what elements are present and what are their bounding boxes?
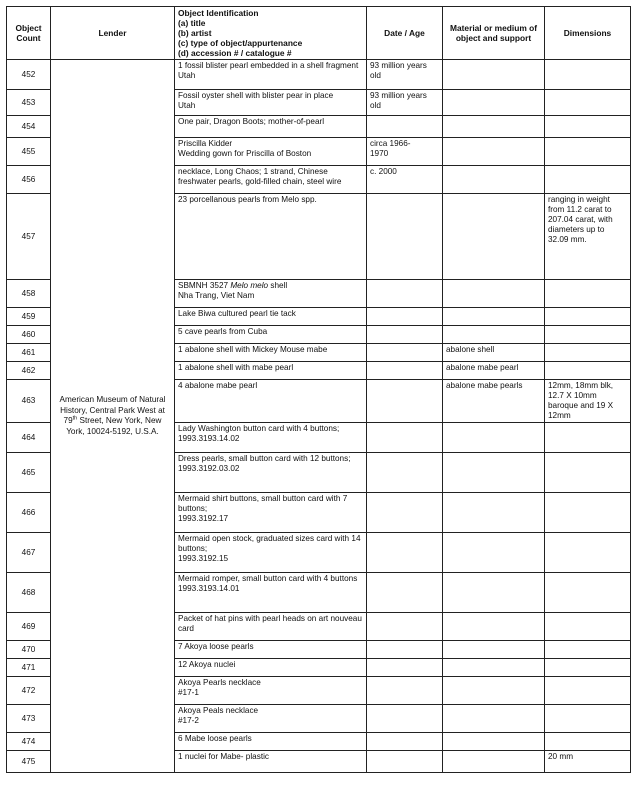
material-cell bbox=[443, 326, 545, 344]
dimensions-cell bbox=[545, 613, 631, 641]
dimensions-cell bbox=[545, 493, 631, 533]
object-count-cell: 471 bbox=[7, 659, 51, 677]
object-identification-cell: Lady Washington button card with 4 buttons; 1993.3193.14.02 bbox=[175, 423, 367, 453]
object-identification-cell: 7 Akoya loose pearls bbox=[175, 641, 367, 659]
header-material: Material or medium of object and support bbox=[443, 7, 545, 60]
object-count-cell: 466 bbox=[7, 493, 51, 533]
material-cell bbox=[443, 90, 545, 116]
header-objid-a: (a) title bbox=[178, 18, 206, 28]
dimensions-cell bbox=[545, 60, 631, 90]
header-objid-d: (d) accession # / catalogue # bbox=[178, 48, 292, 58]
dimensions-cell bbox=[545, 116, 631, 138]
material-cell bbox=[443, 613, 545, 641]
object-identification-cell: 12 Akoya nuclei bbox=[175, 659, 367, 677]
material-cell bbox=[443, 60, 545, 90]
date-age-cell bbox=[367, 613, 443, 641]
dimensions-cell bbox=[545, 659, 631, 677]
header-object-count: Object Count bbox=[7, 7, 51, 60]
date-age-cell bbox=[367, 751, 443, 773]
object-count-cell: 459 bbox=[7, 308, 51, 326]
table-row bbox=[7, 60, 631, 90]
header-objid-title: Object Identification bbox=[178, 8, 259, 18]
dimensions-cell: 12mm, 18mm blk, 12.7 X 10mm baroque and 19 X 12mm bbox=[545, 380, 631, 423]
object-count-cell: 475 bbox=[7, 751, 51, 773]
dimensions-cell bbox=[545, 362, 631, 380]
object-count-cell: 461 bbox=[7, 344, 51, 362]
object-count-cell: 473 bbox=[7, 705, 51, 733]
material-cell bbox=[443, 751, 545, 773]
date-age-cell bbox=[367, 423, 443, 453]
object-origin: Nha Trang, Viet Nam bbox=[178, 291, 255, 300]
object-count-cell: 470 bbox=[7, 641, 51, 659]
object-identification-cell: Mermaid open stock, graduated sizes card with 14 buttons; 1993.3192.15 bbox=[175, 533, 367, 573]
material-cell bbox=[443, 493, 545, 533]
header-object-identification bbox=[175, 7, 367, 60]
dimensions-cell bbox=[545, 344, 631, 362]
dimensions-cell bbox=[545, 166, 631, 194]
object-identification-cell: Fossil oyster shell with blister pear in place Utah bbox=[175, 90, 367, 116]
dimensions-cell bbox=[545, 641, 631, 659]
object-count-cell: 468 bbox=[7, 573, 51, 613]
header-dimensions: Dimensions bbox=[545, 7, 631, 60]
table-body bbox=[7, 60, 631, 773]
date-age-cell: 93 million years old bbox=[367, 90, 443, 116]
date-age-cell bbox=[367, 116, 443, 138]
object-identification-cell: Packet of hat pins with pearl heads on art nouveau card bbox=[175, 613, 367, 641]
object-identification-cell: Mermaid romper, small button card with 4 buttons 1993.3193.14.01 bbox=[175, 573, 367, 613]
loan-objects-table bbox=[6, 6, 631, 773]
material-cell bbox=[443, 705, 545, 733]
dimensions-cell bbox=[545, 308, 631, 326]
object-count-cell: 457 bbox=[7, 194, 51, 280]
dimensions-cell bbox=[545, 573, 631, 613]
object-count-cell: 469 bbox=[7, 613, 51, 641]
date-age-cell bbox=[367, 705, 443, 733]
material-cell bbox=[443, 677, 545, 705]
material-cell bbox=[443, 280, 545, 308]
catalogue-number: SBMNH 3527 bbox=[178, 281, 231, 290]
date-age-cell bbox=[367, 362, 443, 380]
header-lender: Lender bbox=[51, 7, 175, 60]
dimensions-cell bbox=[545, 453, 631, 493]
object-count-cell: 464 bbox=[7, 423, 51, 453]
date-age-cell bbox=[367, 573, 443, 613]
date-age-cell: c. 2000 bbox=[367, 166, 443, 194]
header-row bbox=[7, 7, 631, 60]
object-identification-cell: Priscilla Kidder Wedding gown for Priscilla of Boston bbox=[175, 138, 367, 166]
dimensions-cell bbox=[545, 326, 631, 344]
object-count-cell: 456 bbox=[7, 166, 51, 194]
date-age-cell bbox=[367, 326, 443, 344]
material-cell bbox=[443, 733, 545, 751]
object-identification-cell: Dress pearls, small button card with 12 buttons; 1993.3192.03.02 bbox=[175, 453, 367, 493]
object-identification-cell: 1 abalone shell with Mickey Mouse mabe bbox=[175, 344, 367, 362]
object-count-cell: 453 bbox=[7, 90, 51, 116]
date-age-cell bbox=[367, 659, 443, 677]
object-type: shell bbox=[268, 281, 288, 290]
dimensions-cell bbox=[545, 280, 631, 308]
object-identification-cell: 5 cave pearls from Cuba bbox=[175, 326, 367, 344]
object-identification-cell: 6 Mabe loose pearls bbox=[175, 733, 367, 751]
date-age-cell bbox=[367, 641, 443, 659]
object-count-cell: 462 bbox=[7, 362, 51, 380]
object-identification-cell: 4 abalone mabe pearl bbox=[175, 380, 367, 423]
object-count-cell: 463 bbox=[7, 380, 51, 423]
object-count-cell: 455 bbox=[7, 138, 51, 166]
species-name: Melo melo bbox=[230, 281, 269, 290]
material-cell bbox=[443, 453, 545, 493]
date-age-cell: 93 million years old bbox=[367, 60, 443, 90]
object-count-cell: 474 bbox=[7, 733, 51, 751]
object-count-cell: 467 bbox=[7, 533, 51, 573]
lender-text-part1: American Museum of Natural History, Central Park West at 79 bbox=[59, 395, 166, 425]
material-cell bbox=[443, 138, 545, 166]
lender-text-part2: Street, New York, New York, 10024-5192, U.S.A. bbox=[66, 416, 162, 436]
date-age-cell bbox=[367, 677, 443, 705]
dimensions-cell bbox=[545, 533, 631, 573]
object-identification-cell: 1 fossil blister pearl embedded in a shell fragment Utah bbox=[175, 60, 367, 90]
object-identification-cell: 1 abalone shell with mabe pearl bbox=[175, 362, 367, 380]
dimensions-cell bbox=[545, 733, 631, 751]
object-count-cell: 452 bbox=[7, 60, 51, 90]
object-identification-cell bbox=[175, 280, 367, 308]
dimensions-cell: 20 mm bbox=[545, 751, 631, 773]
material-cell: abalone mabe pearls bbox=[443, 380, 545, 423]
date-age-cell bbox=[367, 453, 443, 493]
object-identification-cell: 1 nuclei for Mabe- plastic bbox=[175, 751, 367, 773]
date-age-cell: circa 1966- 1970 bbox=[367, 138, 443, 166]
material-cell bbox=[443, 659, 545, 677]
dimensions-cell: ranging in weight from 11.2 carat to 207.04 carat, with diameters up to 32.09 mm. bbox=[545, 194, 631, 280]
date-age-cell bbox=[367, 344, 443, 362]
material-cell: abalone mabe pearl bbox=[443, 362, 545, 380]
date-age-cell bbox=[367, 308, 443, 326]
object-count-cell: 458 bbox=[7, 280, 51, 308]
date-age-cell bbox=[367, 380, 443, 423]
object-count-cell: 460 bbox=[7, 326, 51, 344]
date-age-cell bbox=[367, 493, 443, 533]
dimensions-cell bbox=[545, 138, 631, 166]
material-cell bbox=[443, 423, 545, 453]
object-identification-cell: Mermaid shirt buttons, small button card with 7 buttons; 1993.3192.17 bbox=[175, 493, 367, 533]
dimensions-cell bbox=[545, 90, 631, 116]
header-objid-c: (c) type of object/appurtenance bbox=[178, 38, 303, 48]
lender-cell bbox=[51, 60, 175, 773]
material-cell bbox=[443, 573, 545, 613]
material-cell bbox=[443, 116, 545, 138]
material-cell bbox=[443, 194, 545, 280]
date-age-cell bbox=[367, 533, 443, 573]
material-cell bbox=[443, 308, 545, 326]
date-age-cell bbox=[367, 280, 443, 308]
object-count-cell: 454 bbox=[7, 116, 51, 138]
material-cell bbox=[443, 166, 545, 194]
object-identification-cell: One pair, Dragon Boots; mother-of-pearl bbox=[175, 116, 367, 138]
object-identification-cell: 23 porcellanous pearls from Melo spp. bbox=[175, 194, 367, 280]
object-identification-cell: necklace, Long Chaos; 1 strand, Chinese freshwater pearls, gold-filled chain, steel wire bbox=[175, 166, 367, 194]
object-identification-cell: Akoya Pearls necklace #17-1 bbox=[175, 677, 367, 705]
lender-superscript: th bbox=[72, 415, 78, 422]
header-objid-b: (b) artist bbox=[178, 28, 212, 38]
object-count-cell: 465 bbox=[7, 453, 51, 493]
dimensions-cell bbox=[545, 705, 631, 733]
material-cell bbox=[443, 641, 545, 659]
object-identification-cell: Akoya Peals necklace #17-2 bbox=[175, 705, 367, 733]
object-identification-cell: Lake Biwa cultured pearl tie tack bbox=[175, 308, 367, 326]
dimensions-cell bbox=[545, 423, 631, 453]
date-age-cell bbox=[367, 733, 443, 751]
object-count-cell: 472 bbox=[7, 677, 51, 705]
date-age-cell bbox=[367, 194, 443, 280]
dimensions-cell bbox=[545, 677, 631, 705]
material-cell bbox=[443, 533, 545, 573]
header-date-age: Date / Age bbox=[367, 7, 443, 60]
material-cell: abalone shell bbox=[443, 344, 545, 362]
